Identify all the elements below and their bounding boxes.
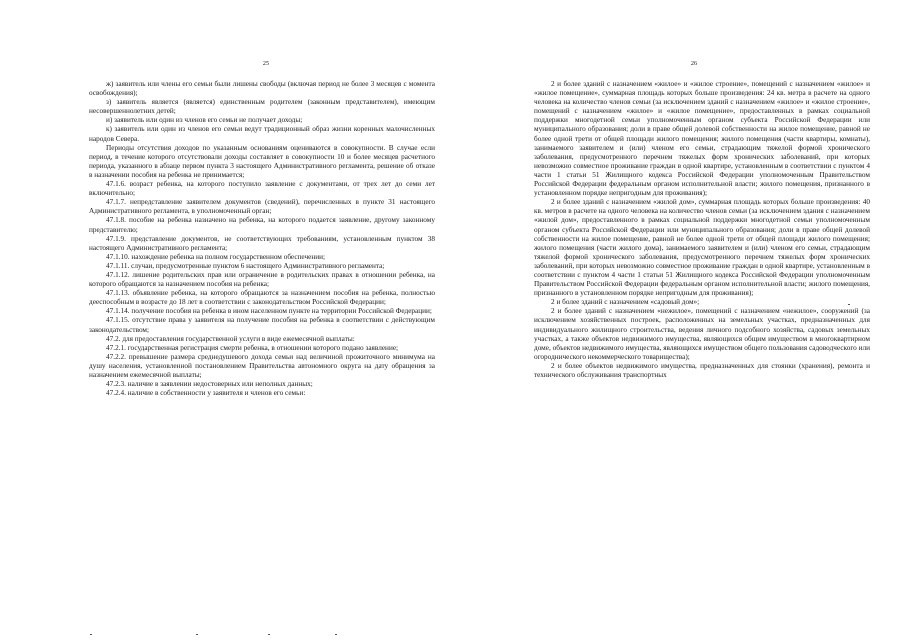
paragraph: 47.1.8. пособие на ребенка назначено на ребенка, на которого подается заявление, другому законному представителю; (89, 216, 435, 234)
paragraph: 2 и более зданий с назначением «нежилое», помещений с назначением «нежилое», сооружений (за исключением хозяйственных построек, расположенных на земельных участках, предназначенных для индивидуального жилищного строительства, ведения личного подсобного хозяйства, садовых земельных участках, а также объектов недвижимого имущества, являющихся общим имуществом в многоквартирном доме, объектов недвижимого имущества, являющихся имуществом общего пользования садоводческого или огороднического некоммерческого товарищества); (534, 307, 870, 361)
paragraph: 2 и более зданий с назначением «садовый дом»; (551, 298, 700, 307)
paragraph: 47.1.13. объявление ребенка, на которого обращаются за назначением пособия на ребенка, полностью дееспособным в возрасте до 18 лет в соответствии с законодательством Российской Федерации; (89, 289, 435, 307)
paragraph: 47.2.2. превышение размера среднедушевого дохода семьи над величиной прожиточного минимума на душу населения, установленной постановлением Правительства автономного округа на дату обращения за назначением ежемесячной выплаты; (89, 352, 435, 379)
paragraph: 47.1.11. случаи, предусмотренные пунктом 6 настоящего Административного регламента; (106, 261, 385, 270)
paragraph: з) заявитель является (является) единственным родителем (законным представителем), имеющим несовершеннолетних детей; (89, 98, 435, 116)
scan-artifact (90, 634, 92, 635)
paragraph: 2 и более объектов недвижимого имущества, предназначенных для стоянки (хранения), ремонта и технического обслуживания транспортных (534, 361, 870, 379)
paragraph: 47.1.6. возраст ребенка, на которого поступило заявление с документами, от трех лет до семи лет включительно; (89, 180, 435, 198)
paragraph: 47.1.15. отсутствие права у заявителя на получение пособия на ребенка в соответствии с действующим законодательством; (89, 316, 435, 334)
paragraph: Периоды отсутствия доходов по указанным основаниям оцениваются в совокупности. В случае если период, в течение которого отсутствовали доходы составляет в совокупности 10 и более месяцев расчетного периода, указанного в абзаце первом пункта 3 настоящего Административного регламента, решение об отказе в назначении пособия на ребенка не принимается; (89, 143, 435, 179)
paragraph: и) заявитель или один из членов его семьи не получает доходы; (106, 116, 303, 125)
paragraph: 47.1.7. непредставление заявителем документов (сведений), перечисленных в пункте 31 настоящего Административного регламента, в уполномоченный орган; (89, 198, 435, 216)
paragraph: 47.2. для предоставления государственной услуги в виде ежемесячной выплаты: (106, 334, 355, 343)
scan-artifact (335, 634, 337, 635)
scan-artifact (268, 634, 270, 635)
scan-artifact (196, 634, 198, 635)
left-page-text (89, 80, 435, 398)
left-page (0, 0, 450, 640)
paragraph: 47.1.12. лишение родительских прав или ограничение в родительских правах в отношении ребенка, на которого обращаются за назначением пособия на ребенка; (89, 270, 435, 289)
right-page (452, 0, 905, 640)
right-page-text (534, 80, 870, 380)
paragraph: 2 и более зданий с назначением «жилое» и «жилое строение», помещений с назначением «жилое» и «жилое помещение», суммарная площадь которых больше произведения: 24 кв. метра в расчете на одного человека на количество членов семьи (за исключением зданий с назначением «жилое» и «жилое строение», помещений с назначением «жилое» и «жилое помещение», предоставленных в рамках социальной поддержки многодетной семьи уполномоченным органом субъекта Российской Федерации или муниципального образования; доли в праве общей долевой собственности на жилое помещение, равной не более одной трети от общей площади жилого помещения; жилого помещения (части квартиры, комнаты), занимаемого заявителем и (или) членом его семьи, страдающим тяжелой формой хронического заболевания, предусмотренного перечнем тяжелых форм хронических заболеваний, при которых невозможно совместное проживание граждан в одной квартире, установленным в соответствии с пунктом 4 части 1 статьи 51 Жилищного кодекса Российской Федерации уполномоченным Правительством Российской Федерации федеральным органом исполнительной власти; жилого помещения, признанного в установленном порядке непригодным для проживания); (534, 80, 870, 198)
paragraph: к) заявитель или один из членов его семьи ведут традиционный образ жизни коренных малочисленных народов Севера. (89, 125, 435, 143)
paragraph: 47.1.10. нахождение ребенка на полном государственном обеспечении; (106, 252, 325, 261)
paragraph: 47.1.9. представление документов, не соответствующих требованиям, установленным пунктом 38 настоящего Административного регламента; (89, 234, 435, 252)
paragraph: 2 и более зданий с назначением «жилой дом», суммарная площадь которых больше произведения: 40 кв. метров в расчете на одного человека на количество членов семьи (за исключением здания с назначением «жилой дом», предоставленного в рамках социальной поддержки многодетной семьи уполномоченным органом субъекта Российской Федерации или муниципального образования; доли в праве общей долевой собственности на жилое помещение, равной не более одной трети от общей площади жилого помещения; жилого помещения (части жилого дома), занимаемого заявителем и (или) членом его семьи, страдающим тяжелой формой хронического заболевания, предусмотренного перечнем тяжелых форм хронических заболеваний, при которых невозможно совместное проживание граждан в одной квартире, установленным в соответствии с пунктом 4 части 1 статьи 51 Жилищного кодекса Российской Федерации уполномоченным Правительством Российской Федерации федеральным органом исполнительной власти; жилого помещения, признанного в установленном порядке непригодным для проживания); (534, 198, 870, 298)
paragraph: 47.2.3. наличие в заявлении недостоверных или неполных данных; (106, 380, 313, 389)
paragraph: ж) заявитель или члены его семьи были лишены свободы (включая период не более 3 месяцев с момента освобождения); (89, 80, 435, 98)
right-page-number: 26 (690, 60, 698, 67)
left-page-number: 25 (262, 60, 270, 67)
paragraph: 47.2.1. государственная регистрация смерти ребенка, в отношении которого подано заявление; (106, 343, 399, 352)
paragraph: 47.2.4. наличие в собственности у заявителя и членов его семьи: (106, 389, 306, 398)
scan-artifact (848, 304, 850, 305)
paragraph: 47.1.14. получение пособия на ребенка в ином населенном пункте на территории Российской Федерации; (106, 307, 432, 316)
